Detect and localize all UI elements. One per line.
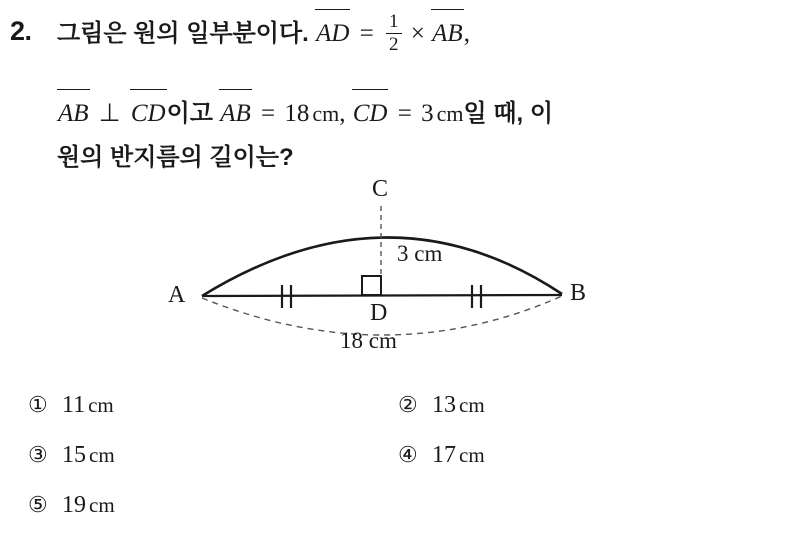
comma-2: , [339, 100, 346, 127]
stem-korean-text: 그림은 원의 일부분이다. [57, 20, 309, 47]
choice-4[interactable] [398, 442, 768, 469]
perpendicular-symbol: ⊥ [98, 100, 121, 127]
annotation-cd-length: 3 cm [397, 241, 443, 266]
figure-label-b: B [570, 280, 587, 306]
annotation-ab-length: 18 cm [340, 328, 397, 353]
equals-sign-1: = [359, 20, 374, 47]
segment-cd-1: CD [130, 92, 167, 135]
choice-1[interactable] [28, 392, 398, 419]
choice-3-marker: ③ [28, 441, 48, 467]
choices-row-2 [28, 430, 768, 480]
choice-3-unit: cm [89, 442, 115, 467]
choices-row-1 [28, 380, 768, 430]
fraction-denominator: 2 [389, 33, 399, 55]
choice-3[interactable] [28, 442, 398, 469]
choice-2-unit: cm [459, 392, 485, 417]
choice-1-value: 11 [62, 391, 86, 418]
choice-5[interactable] [28, 492, 398, 519]
equals-sign-2: = [260, 100, 276, 127]
unit-cd: cm [436, 101, 464, 126]
korean-igo: 이고 [166, 100, 213, 127]
question-stem-line-3 [57, 136, 777, 179]
right-angle-marker [362, 276, 381, 295]
choices-row-3 [28, 480, 768, 530]
figure-label-a: A [168, 282, 186, 308]
korean-ilttae: 일 때, 이 [463, 100, 554, 127]
value-cd: 3 [421, 100, 434, 127]
value-ab: 18 [284, 100, 310, 127]
question-number: 2. [10, 16, 32, 46]
fraction-one-half [386, 12, 402, 55]
question-stem-line-2 [57, 92, 777, 135]
figure-label-d: D [370, 300, 388, 326]
segment-ab-2: AB [57, 92, 90, 135]
choice-2-marker: ② [398, 391, 418, 417]
choice-4-marker: ④ [398, 441, 418, 467]
choice-5-value: 19 [62, 491, 86, 518]
segment-cd-2: CD [352, 92, 389, 135]
segment-ad: AD [315, 12, 350, 55]
choice-2-value: 13 [432, 391, 456, 418]
choice-1-unit: cm [88, 392, 114, 417]
choice-1-marker: ① [28, 391, 48, 417]
choice-4-value: 17 [432, 441, 456, 468]
segment-ab-1: AB [431, 12, 464, 55]
equals-sign-3: = [397, 100, 412, 127]
choice-4-unit: cm [459, 442, 485, 467]
choice-5-unit: cm [89, 492, 115, 517]
geometry-figure [150, 176, 630, 368]
choice-3-value: 15 [62, 441, 86, 468]
unit-ab: cm [312, 101, 340, 126]
question-stem-line-1 [57, 12, 757, 57]
segment-ab-3: AB [219, 92, 252, 135]
fraction-numerator: 1 [389, 10, 399, 32]
choices-list [28, 380, 768, 530]
times-sign: × [410, 20, 425, 47]
comma-1: , [463, 20, 470, 47]
korean-question-tail: 원의 반지름의 길이는? [57, 144, 294, 171]
choice-5-marker: ⑤ [28, 491, 48, 517]
figure-label-c: C [372, 176, 389, 202]
choice-2[interactable] [398, 392, 768, 419]
